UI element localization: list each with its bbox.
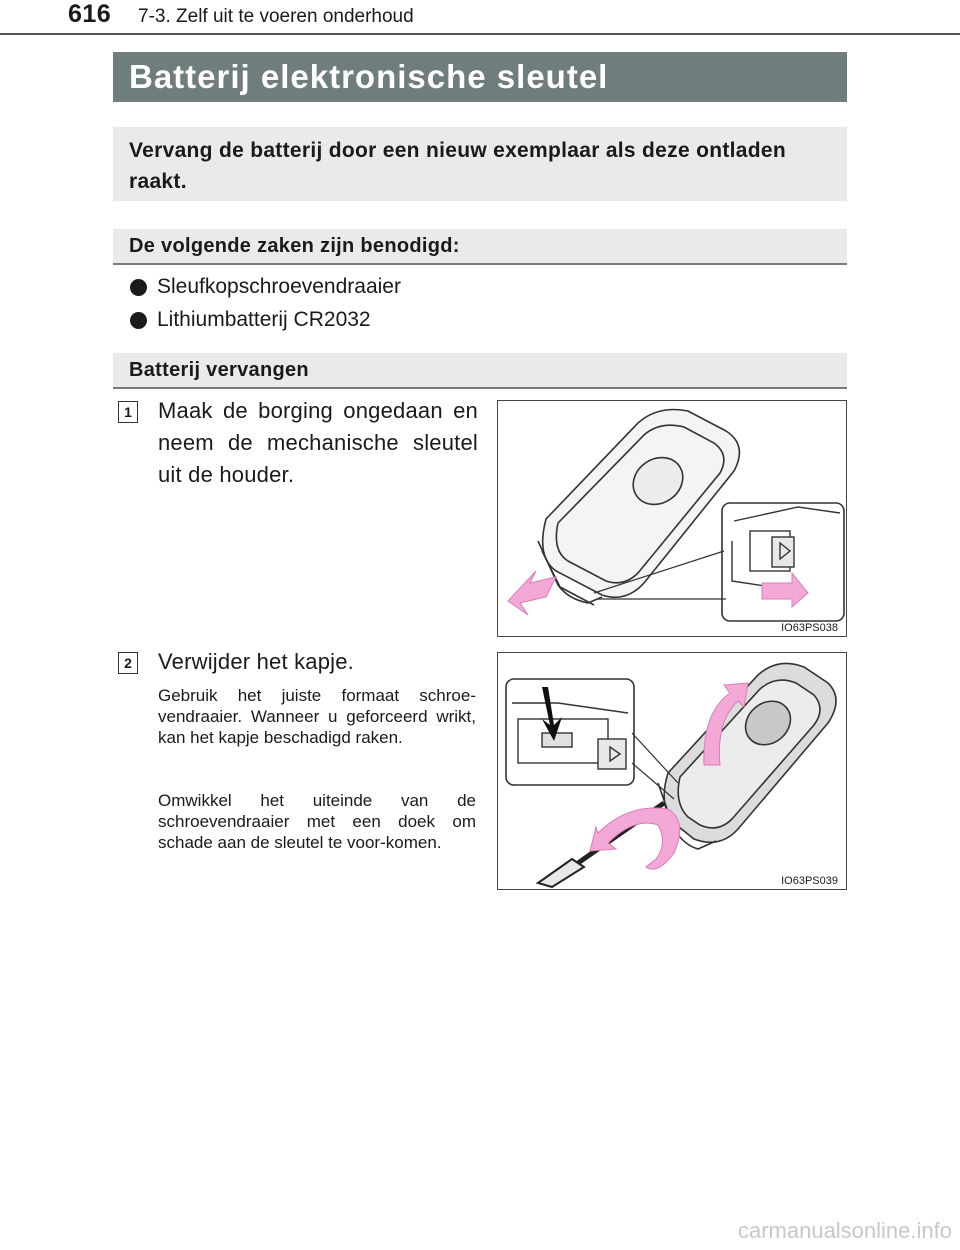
arrow-left-icon [508,571,556,615]
replace-heading-text: Batterij vervangen [129,358,309,381]
step-2-note-1: Gebruik het juiste formaat schroe-vendraaier. Wanneer u geforceerd wrikt, kan het kapje beschadigd raken. [158,686,476,747]
cover-removal-illustration [498,653,845,888]
key-release-illustration [498,401,845,635]
step-number-1: 1 [118,401,138,423]
intro-text: Vervang de batterij door een nieuw exemplaar als deze ontladen raakt. [129,139,786,193]
bullet-icon [130,312,147,329]
figure-key-release [497,400,847,637]
page-title: Batterij elektronische sleutel [129,58,609,95]
step-2-note-2: Omwikkel het uiteinde van de schroevendraaier met een doek om schade aan de sleutel te voor-komen. [158,791,476,852]
figure-cover-removal [497,652,847,890]
figure-code: IO63PS039 [781,875,838,887]
figure-code: IO63PS038 [781,622,838,634]
intro-box [113,127,847,201]
chapter-title: 7-3. Zelf uit te voeren onderhoud [138,6,414,27]
step-number-2: 2 [118,652,138,674]
needed-item-2: Lithiumbatterij CR2032 [157,308,371,331]
replace-heading [113,353,847,389]
page-number: 616 [68,0,112,28]
bullet-icon [130,279,147,296]
header-divider [0,33,960,35]
section-title-bar [113,52,847,102]
list-item [130,275,401,299]
needed-heading-text: De volgende zaken zijn benodigd: [129,234,460,257]
watermark: carmanualsonline.info [737,1218,952,1243]
step-2-text: Verwijder het kapje. [158,649,354,674]
needed-item-1: Sleufkopschroevendraaier [157,275,401,298]
needed-heading [113,229,847,265]
list-item [130,308,371,332]
step-1-text: Maak de borging ongedaan en neem de mechanische sleutel uit de houder. [158,398,478,487]
twist-arrow-icon [590,808,680,869]
